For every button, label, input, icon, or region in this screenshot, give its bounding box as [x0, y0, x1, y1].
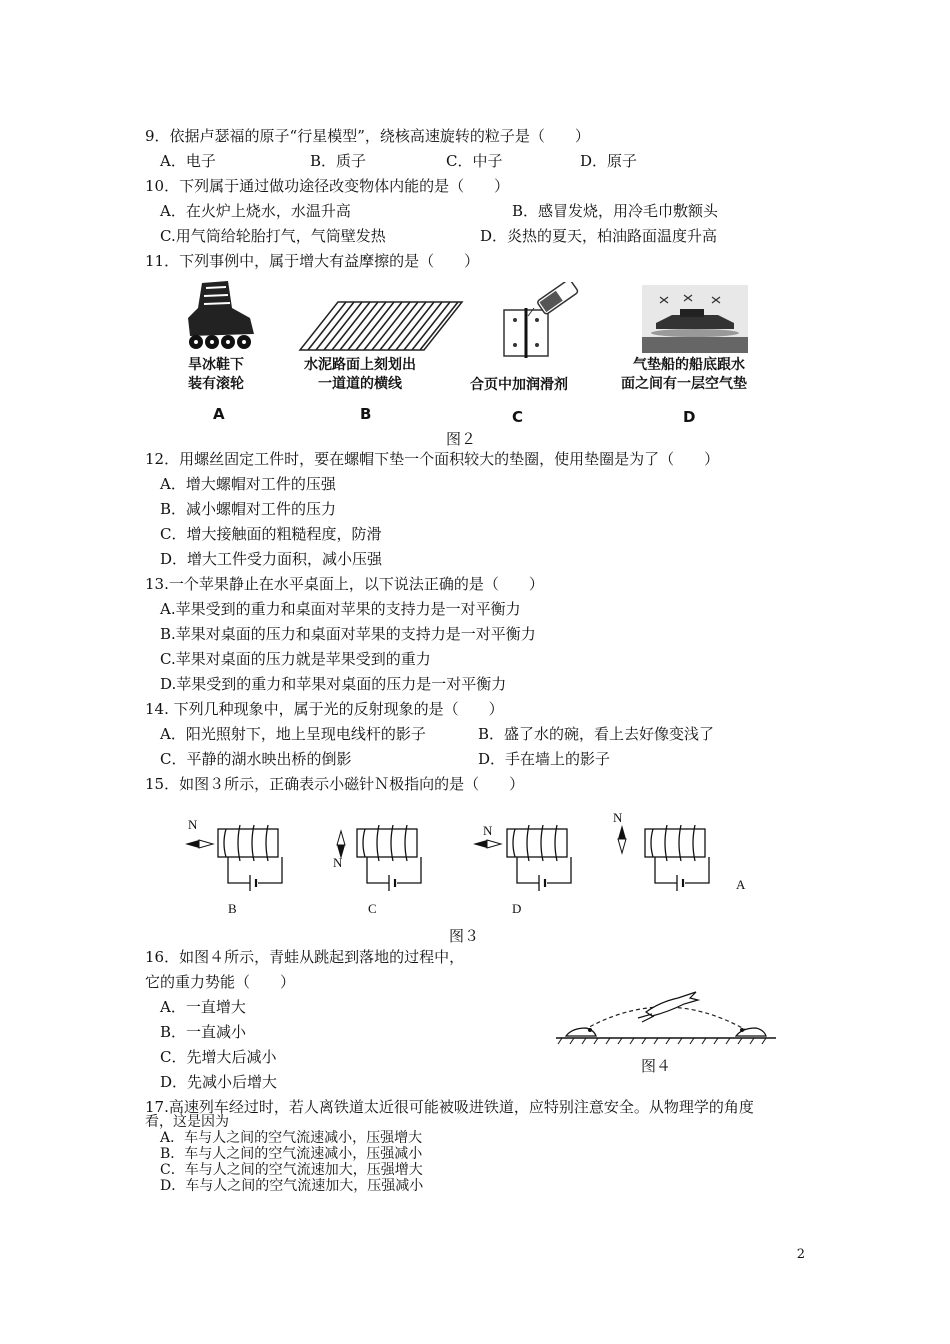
- q9-stem: 9．依据卢瑟福的原子“行星模型”，绕核高速旋转的粒子是（ ）: [145, 127, 590, 145]
- q11-pic-d-caption-1: 气垫船的船底跟水: [633, 357, 745, 373]
- q11-pic-d-caption-2: 面之间有一层空气垫: [621, 376, 747, 392]
- q15-letter-c: C: [368, 901, 377, 916]
- solenoid-circuits-drawing: [185, 815, 750, 895]
- q17-stem-line-1: 17.高速列车经过时，若人离铁道太近很可能被吸进铁道，应特别注意安全。从物理学的角度: [145, 1098, 754, 1116]
- q10-option-d: D．炎热的夏天，柏油路面温度升高: [480, 227, 718, 245]
- figure-2-caption: 图２: [446, 430, 477, 448]
- q15-letter-b: B: [228, 901, 237, 916]
- q16-option-c: C．先增大后减小: [160, 1048, 277, 1066]
- q9-option-d: D．原子: [580, 152, 638, 170]
- q15-stem: 15．如图３所示，正确表示小磁针Ｎ极指向的是（ ）: [145, 775, 525, 793]
- q16-option-d: D．先减小后增大: [160, 1073, 278, 1091]
- q11-pic-a-caption-2: 装有滚轮: [188, 376, 244, 392]
- q13-stem: 13.一个苹果静止在水平桌面上，以下说法正确的是（ ）: [145, 575, 544, 593]
- q17-option-c: C．车与人之间的空气流速加大，压强增大: [160, 1162, 423, 1178]
- grooved-road-image: [298, 300, 464, 352]
- q15-pole-label-a: N: [613, 810, 623, 825]
- figure-3-caption: 图３: [449, 927, 480, 945]
- q14-option-d: D．手在墙上的影子: [478, 750, 611, 768]
- q17-option-b: B．车与人之间的空气流速减小，压强减小: [160, 1146, 423, 1162]
- q15-pole-label-b: N: [188, 817, 198, 832]
- page-number: 2: [796, 1247, 805, 1262]
- q14-option-c: C．平静的湖水映出桥的倒影: [160, 750, 352, 768]
- q9-option-c: C．中子: [446, 152, 503, 170]
- q13-option-d: D.苹果受到的重力和苹果对桌面的压力是一对平衡力: [160, 675, 507, 693]
- q11-pic-c-caption-1: 合页中加润滑剂: [470, 377, 568, 393]
- q16-stem-line-2: 它的重力势能（ ）: [145, 973, 296, 991]
- q14-stem: 14. 下列几种现象中，属于光的反射现象的是（ ）: [145, 700, 504, 718]
- q11-pic-a-letter: A: [213, 405, 225, 423]
- q10-option-b: B．感冒发烧，用冷毛巾敷额头: [512, 202, 719, 220]
- q14-option-b: B．盛了水的碗，看上去好像变浅了: [478, 725, 715, 743]
- q15-letter-d: D: [512, 901, 522, 916]
- q15-letter-a: A: [736, 877, 746, 892]
- q9-option-a: A．电子: [160, 152, 216, 170]
- q12-option-c: C．增大接触面的粗糙程度，防滑: [160, 525, 382, 543]
- q16-stem-line-1: 16．如图４所示，青蛙从跳起到落地的过程中，: [145, 948, 465, 966]
- q11-pic-c-letter: C: [512, 408, 524, 426]
- q17-stem-line-2: 看，这是因为: [145, 1114, 229, 1130]
- q16-option-b: B．一直减小: [160, 1023, 247, 1041]
- figure-3: [185, 810, 750, 925]
- q11-pic-b-letter: B: [360, 405, 372, 423]
- q12-option-b: B．减小螺帽对工件的压力: [160, 500, 337, 518]
- hinge-lubricant-image: [490, 282, 580, 360]
- q15-pole-label-d: N: [483, 823, 493, 838]
- q11-pic-d-letter: D: [683, 408, 696, 426]
- q13-option-a: A.苹果受到的重力和桌面对苹果的支持力是一对平衡力: [160, 600, 521, 618]
- q17-option-a: A．车与人之间的空气流速减小，压强增大: [160, 1130, 423, 1146]
- q12-stem: 12．用螺丝固定工件时，要在螺帽下垫一个面积较大的垫圈，使用垫圈是为了（ ）: [145, 450, 720, 468]
- q15-pole-label-c: N: [333, 855, 343, 870]
- q10-stem: 10．下列属于通过做功途径改变物体内能的是（ ）: [145, 177, 510, 195]
- q10-option-c: C.用气筒给轮胎打气，气筒壁发热: [160, 227, 386, 245]
- hovercraft-image: [642, 285, 748, 353]
- q11-pic-b-caption-2: 一道道的横线: [318, 376, 402, 392]
- q9-option-b: B．质子: [310, 152, 367, 170]
- figure-4-caption: 图４: [641, 1057, 672, 1075]
- q17-option-d: D．车与人之间的空气流速加大，压强减小: [160, 1178, 424, 1194]
- roller-skate-image: [180, 278, 260, 353]
- q14-option-a: A．阳光照射下，地上呈现电线杆的影子: [160, 725, 426, 743]
- q11-stem: 11．下列事例中，属于增大有益摩擦的是（ ）: [145, 252, 480, 270]
- q11-pic-b-caption-1: 水泥路面上刻划出: [304, 357, 416, 373]
- frog-jump-image: [556, 990, 776, 1048]
- q10-option-a: A．在火炉上烧水，水温升高: [160, 202, 351, 220]
- q16-option-a: A．一直增大: [160, 998, 246, 1016]
- q13-option-b: B.苹果对桌面的压力和桌面对苹果的支持力是一对平衡力: [160, 625, 536, 643]
- q12-option-a: A．增大螺帽对工件的压强: [160, 475, 336, 493]
- q11-pic-a-caption-1: 旱冰鞋下: [188, 357, 244, 373]
- q13-option-c: C.苹果对桌面的压力就是苹果受到的重力: [160, 650, 431, 668]
- q12-option-d: D．增大工件受力面积，减小压强: [160, 550, 383, 568]
